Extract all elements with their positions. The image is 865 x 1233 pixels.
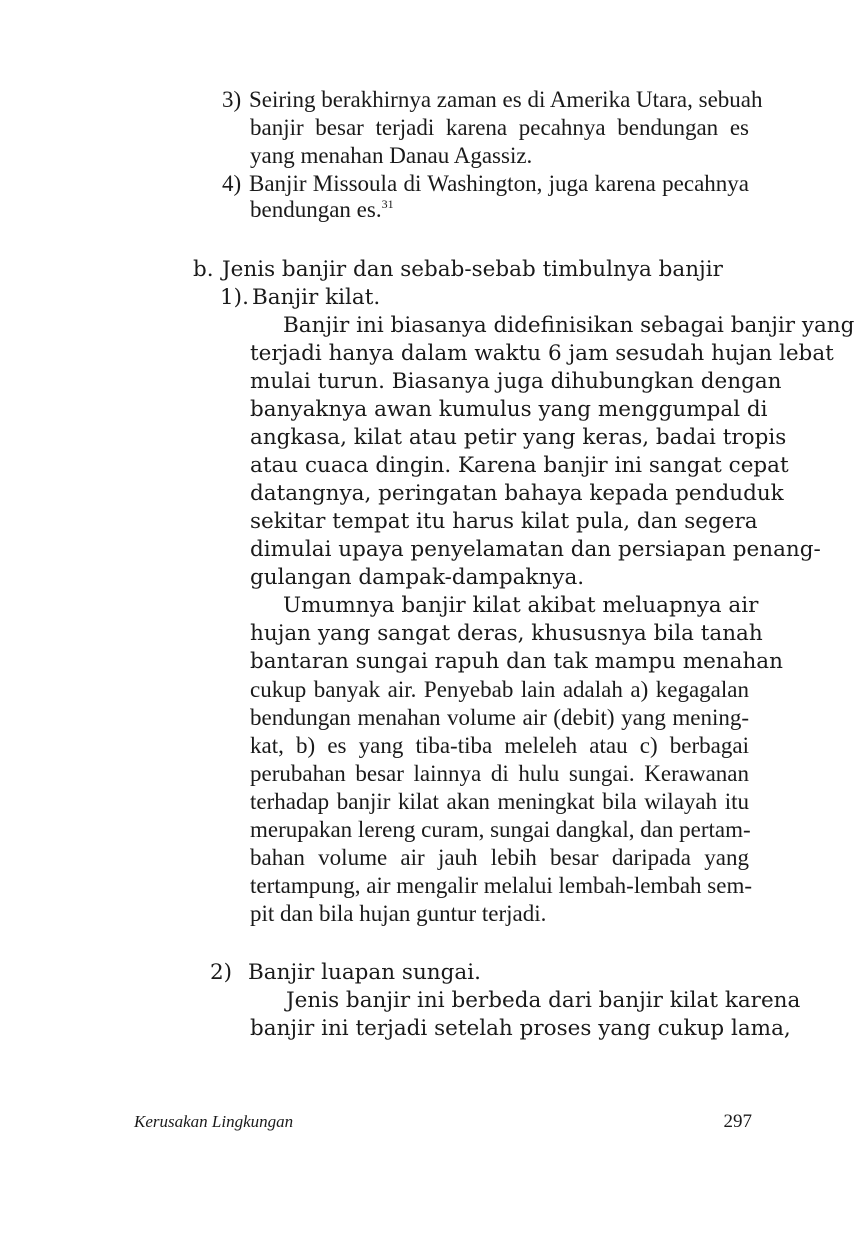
paragraph-line: perubahan besar lainnya di hulu sungai. Kerawanan bbox=[250, 761, 749, 786]
paragraph-line: bendungan menahan volume air (debit) yang mening- bbox=[250, 705, 749, 730]
paragraph-line: cukup banyak air. Penyebab lain adalah a) kegagalan bbox=[250, 677, 749, 702]
paragraph-line: sekitar tempat itu harus kilat pula, dan segera bbox=[250, 509, 758, 534]
text-line: Seiring berakhirnya zaman es di Amerika Utara, sebuah bbox=[249, 87, 763, 112]
subsection-title: Banjir luapan sungai. bbox=[248, 960, 481, 985]
paragraph-line: angkasa, kilat atau petir yang keras, badai tropis bbox=[250, 425, 787, 450]
page-number: 297 bbox=[723, 1111, 752, 1132]
subsection-number: 2) bbox=[210, 960, 233, 985]
footnote-reference: 31 bbox=[381, 197, 394, 211]
paragraph-line: kat, b) es yang tiba-tiba meleleh atau c) berbagai bbox=[250, 733, 749, 758]
section-marker: b. bbox=[193, 257, 214, 282]
running-footer-title: Kerusakan Lingkungan bbox=[134, 1112, 294, 1131]
paragraph-line: atau cuaca dingin. Karena banjir ini sangat cepat bbox=[250, 453, 789, 478]
text-line: Banjir Missoula di Washington, juga karena pecahnya bbox=[249, 171, 749, 196]
paragraph-line: dimulai upaya penyelamatan dan persiapan penang- bbox=[250, 537, 821, 562]
paragraph-line: merupakan lereng curam, sungai dangkal, dan pertam- bbox=[250, 817, 751, 842]
paragraph-line: tertampung, air mengalir melalui lembah-lembah sem- bbox=[250, 873, 752, 898]
subsection-number: 1). bbox=[220, 285, 249, 310]
paragraph-line: pit dan bila hujan guntur terjadi. bbox=[250, 901, 547, 926]
paragraph-line: banyaknya awan kumulus yang menggumpal di bbox=[250, 397, 768, 422]
text-span: bendungan es. bbox=[250, 197, 382, 222]
section-heading: Jenis banjir dan sebab-sebab timbulnya banjir bbox=[222, 257, 723, 282]
list-number: 4) bbox=[222, 171, 242, 196]
paragraph-line: Jenis banjir ini berbeda dari banjir kilat karena bbox=[286, 988, 801, 1013]
paragraph-line: terjadi hanya dalam waktu 6 jam sesudah hujan lebat bbox=[250, 341, 834, 366]
list-number: 3) bbox=[222, 87, 242, 112]
paragraph-line: terhadap banjir kilat akan meningkat bila wilayah itu bbox=[250, 789, 749, 814]
paragraph-line: hujan yang sangat deras, khususnya bila tanah bbox=[250, 621, 763, 646]
paragraph-line: banjir ini terjadi setelah proses yang cukup lama, bbox=[250, 1016, 791, 1041]
paragraph-line: bahan volume air jauh lebih besar daripada yang bbox=[250, 845, 749, 870]
paragraph-line: Banjir ini biasanya didefinisikan sebagai banjir yang bbox=[283, 313, 855, 338]
text-line-with-footnote bbox=[250, 196, 394, 224]
paragraph-line: bantaran sungai rapuh dan tak mampu menahan bbox=[250, 649, 783, 674]
paragraph-line: datangnya, peringatan bahaya kepada penduduk bbox=[250, 481, 784, 506]
text-line: banjir besar terjadi karena pecahnya bendungan es bbox=[250, 115, 749, 140]
subsection-title: Banjir kilat. bbox=[252, 285, 381, 310]
paragraph-line: mulai turun. Biasanya juga dihubungkan dengan bbox=[250, 369, 782, 394]
text-line: yang menahan Danau Agassiz. bbox=[250, 143, 533, 168]
paragraph-line: gulangan dampak-dampaknya. bbox=[250, 565, 585, 590]
paragraph-line: Umumnya banjir kilat akibat meluapnya air bbox=[283, 593, 759, 618]
